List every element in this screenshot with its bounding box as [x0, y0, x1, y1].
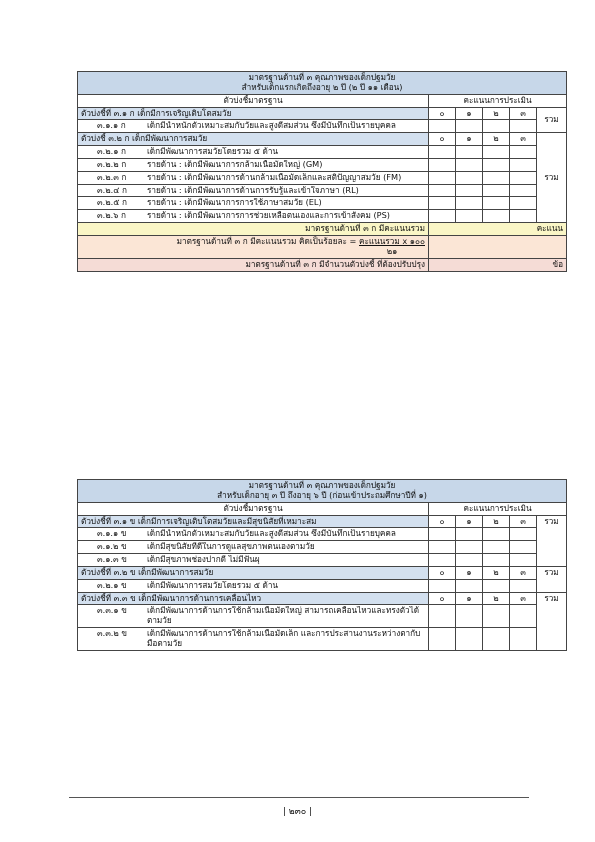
- item-row: ๓.๒.๔ ก รายด้าน : เด็กมีพัฒนาการด้านการรับรู้และเข้าใจภาษา (RL): [78, 184, 567, 197]
- item-row: ๓.๒.๕ ก รายด้าน : เด็กมีพัฒนาการการใช้ภาษาสมวัย (EL): [78, 197, 567, 210]
- score-checkbox[interactable]: [510, 605, 537, 628]
- item-row: ๓.๒.๑ ข เด็กมีพัฒนาการสมวัยโดยรวม ๕ ด้าน: [78, 579, 567, 592]
- item-row: ๓.๑.๓ ข เด็กมีสุขภาพช่องปากดี ไม่มีฟันผุ: [78, 554, 567, 567]
- indicator-column-header: ตัวบ่งชี้มาตรฐาน: [78, 94, 429, 107]
- score-checkbox[interactable]: [483, 197, 510, 210]
- indicator-row: ตัวบ่งชี้ที่ ๓.๑ ก เด็กมีการเจริญเติบโตสมวัย ๐ ๑ ๒ ๓ รวม: [78, 107, 567, 120]
- score-checkbox[interactable]: [510, 184, 537, 197]
- score-checkbox[interactable]: [456, 554, 483, 567]
- score-checkbox[interactable]: [429, 210, 456, 223]
- item-row: ๓.๓.๑ ข เด็กมีพัฒนาการด้านการใช้กล้ามเนื้อมัดใหญ่ สามารถเคลื่อนไหวและทรงตัวได้ตามวัย: [78, 605, 567, 628]
- score-checkbox[interactable]: [483, 171, 510, 184]
- score-checkbox[interactable]: [456, 197, 483, 210]
- score-checkbox[interactable]: [483, 605, 510, 628]
- improve-row: มาตรฐานด้านที่ ๓ ก มีจำนวนตัวบ่งชี้ ที่ต้องปรับปรุง ข้อ: [78, 258, 567, 271]
- score-checkbox[interactable]: [456, 146, 483, 159]
- table-title: มาตรฐานด้านที่ ๓ คุณภาพของเด็กปฐมวัย สำหรับเด็กอายุ ๓ ปี ถึงอายุ ๖ ปี (ก่อนเข้าประถมศึกษาปีที่ ๑): [78, 480, 567, 503]
- score-checkbox[interactable]: [510, 171, 537, 184]
- item-row: ๓.๒.๒ ก รายด้าน : เด็กมีพัฒนาการกล้ามเนื้อมัดใหญ่ (GM): [78, 158, 567, 171]
- score-checkbox[interactable]: [429, 628, 456, 651]
- percent-row: มาตรฐานด้านที่ ๓ ก มีคะแนนรวม คิดเป็นร้อยละ = $\frac{\text{คะแนนรวม x ๑๐๐}}{๒๑}$: [78, 235, 567, 258]
- score-checkbox[interactable]: [510, 120, 537, 133]
- standard-table-3a: [77, 71, 567, 272]
- score-column-header: คะแนนการประเมิน: [429, 94, 567, 107]
- score-checkbox[interactable]: [456, 210, 483, 223]
- footer-rule: [69, 797, 529, 798]
- score-checkbox[interactable]: [483, 120, 510, 133]
- score-checkbox[interactable]: [429, 158, 456, 171]
- score-checkbox[interactable]: [483, 579, 510, 592]
- indicator-row: ตัวบ่งชี้ที่ ๓.๒ ข เด็กมีพัฒนาการสมวัย ๐ ๑ ๒ ๓ รวม: [78, 566, 567, 579]
- score-checkbox[interactable]: [483, 554, 510, 567]
- score-checkbox[interactable]: [456, 120, 483, 133]
- score-checkbox[interactable]: [483, 210, 510, 223]
- score-checkbox[interactable]: [483, 158, 510, 171]
- score-checkbox[interactable]: [429, 146, 456, 159]
- item-row: ๓.๒.๖ ก รายด้าน : เด็กมีพัฒนาการการช่วยเหลือตนเองและการเข้าสังคม (PS): [78, 210, 567, 223]
- item-row: ๓.๑.๑ ก เด็กมีน้ำหนักตัวเหมาะสมกับวัยและสูงดีสมส่วน ซึ่งมีบันทึกเป็นรายบุคคล: [78, 120, 567, 133]
- score-checkbox[interactable]: [510, 528, 537, 541]
- score-checkbox[interactable]: [510, 197, 537, 210]
- score-checkbox[interactable]: [429, 120, 456, 133]
- score-checkbox[interactable]: [510, 579, 537, 592]
- item-row: ๓.๒.๓ ก รายด้าน : เด็กมีพัฒนาการด้านกล้ามเนื้อมัดเล็กและสติปัญญาสมวัย (FM): [78, 171, 567, 184]
- score-checkbox[interactable]: [456, 171, 483, 184]
- standard-table-3b: [77, 479, 567, 651]
- score-checkbox[interactable]: [456, 605, 483, 628]
- score-checkbox[interactable]: [510, 541, 537, 554]
- item-row: ๓.๑.๑ ข เด็กมีน้ำหนักตัวเหมาะสมกับวัยและสูงดีสมส่วน ซึ่งมีบันทึกเป็นรายบุคคล: [78, 528, 567, 541]
- total-score-row: มาตรฐานด้านที่ ๓ ก มีคะแนนรวม คะแนน: [78, 223, 567, 236]
- score-checkbox[interactable]: [483, 184, 510, 197]
- score-checkbox[interactable]: [429, 541, 456, 554]
- score-checkbox[interactable]: [483, 628, 510, 651]
- score-checkbox[interactable]: [456, 628, 483, 651]
- page-number: | ๒๓๐ |: [282, 807, 313, 817]
- score-checkbox[interactable]: [483, 146, 510, 159]
- score-checkbox[interactable]: [456, 579, 483, 592]
- indicator-row: ตัวบ่งชี้ที่ ๓.๑ ข เด็กมีการเจริญเติบโตสมวัยและมีสุขนิสัยที่เหมาะสม ๐ ๑ ๒ ๓ รวม: [78, 515, 567, 528]
- score-checkbox[interactable]: [429, 184, 456, 197]
- score-checkbox[interactable]: [510, 146, 537, 159]
- indicator-row: ตัวบ่งชี้ ๓.๒ ก เด็กมีพัฒนาการสมวัย ๐ ๑ ๒ ๓ รวม: [78, 133, 567, 146]
- score-checkbox[interactable]: [456, 184, 483, 197]
- table-title: มาตรฐานด้านที่ ๓ คุณภาพของเด็กปฐมวัย สำหรับเด็กแรกเกิดถึงอายุ ๒ ปี (๒ ปี ๑๑ เดือน): [78, 72, 567, 95]
- score-checkbox[interactable]: [483, 541, 510, 554]
- score-checkbox[interactable]: [429, 528, 456, 541]
- item-row: ๓.๓.๒ ข เด็กมีพัฒนาการด้านการใช้กล้ามเนื้อมัดเล็ก และการประสานงานระหว่างตากับมือตามวัย: [78, 628, 567, 651]
- score-checkbox[interactable]: [510, 628, 537, 651]
- item-row: ๓.๒.๑ ก เด็กมีพัฒนาการสมวัยโดยรวม ๕ ด้าน: [78, 146, 567, 159]
- score-checkbox[interactable]: [456, 528, 483, 541]
- score-checkbox[interactable]: [429, 579, 456, 592]
- indicator-column-header: ตัวบ่งชี้มาตรฐาน: [78, 502, 429, 515]
- score-checkbox[interactable]: [429, 554, 456, 567]
- score-checkbox[interactable]: [510, 554, 537, 567]
- score-column-header: คะแนนการประเมิน: [429, 502, 567, 515]
- score-checkbox[interactable]: [510, 158, 537, 171]
- item-row: ๓.๑.๒ ข เด็กมีสุขนิสัยที่ดีในการดูแลสุขภาพตนเองตามวัย: [78, 541, 567, 554]
- indicator-row: ตัวบ่งชี้ที่ ๓.๓ ข เด็กมีพัฒนาการด้านการเคลื่อนไหว ๐ ๑ ๒ ๓ รวม: [78, 592, 567, 605]
- score-checkbox[interactable]: [429, 605, 456, 628]
- score-checkbox[interactable]: [456, 158, 483, 171]
- score-checkbox[interactable]: [429, 197, 456, 210]
- score-checkbox[interactable]: [483, 528, 510, 541]
- score-checkbox[interactable]: [429, 171, 456, 184]
- score-checkbox[interactable]: [510, 210, 537, 223]
- score-checkbox[interactable]: [456, 541, 483, 554]
